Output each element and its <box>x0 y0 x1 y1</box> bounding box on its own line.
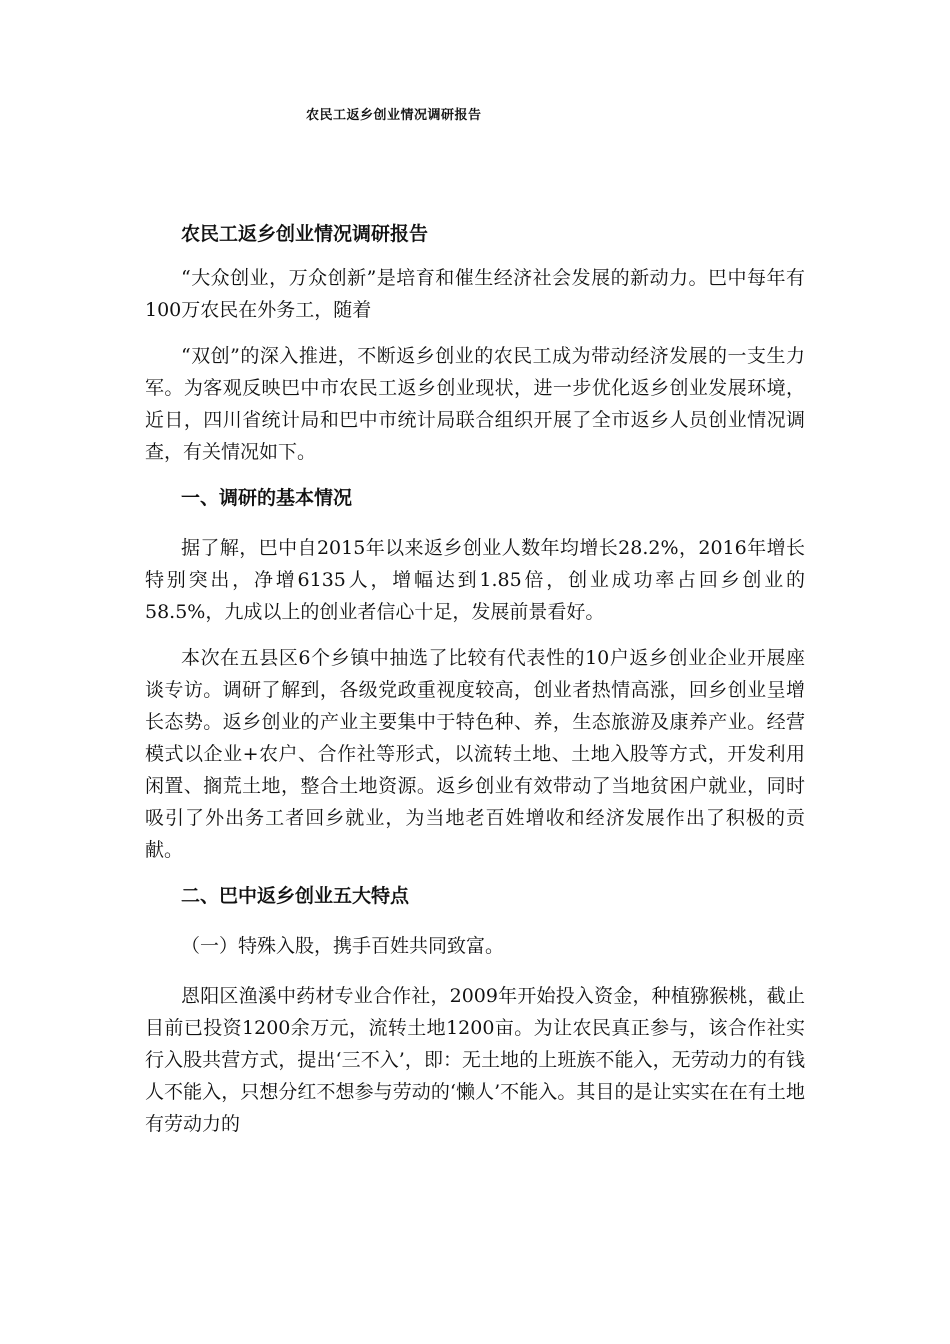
section-2-heading: 二、巴中返乡创业五大特点 <box>181 885 410 907</box>
running-header: 农民工返乡创业情况调研报告 <box>306 108 482 123</box>
intro-paragraph-2: “双创”的深入推进，不断返乡创业的农民工成为带动经济发展的一支生力军。为客观反映巴中市农民工返乡创业现状，进一步优化返乡创业发展环境，近日，四川省统计局和巴中市统计局联合组织开展了全市返乡人员创业情况调查，有关情况如下。 <box>145 345 805 463</box>
section-2-paragraph-1: 恩阳区渔溪中药材专业合作社，2009年开始投入资金，种植猕猴桃，截止目前已投资1200余万元，流转土地1200亩。为让农民真正参与，该合作社实行入股共营方式，提出‘三不入’，即：无土地的上班族不能入，无劳动力的有钱人不能入，只想分红不想参与劳动的‘懒人’不能入。其目的是让实实在在有土地有劳动力的 <box>145 985 805 1135</box>
document-body <box>145 218 805 1154</box>
section-1-paragraph-1: 据了解，巴中自2015年以来返乡创业人数年均增长28.2%，2016年增长特别突出，净增6135人，增幅达到1.85倍，创业成功率占回乡创业的58.5%，九成以上的创业者信心十足，发展前景看好。 <box>145 537 805 623</box>
intro-paragraph-1: “大众创业，万众创新”是培育和催生经济社会发展的新动力。巴中每年有100万农民在外务工，随着 <box>145 267 805 321</box>
section-2-subheading-1: （一）特殊入股，携手百姓共同致富。 <box>181 935 505 957</box>
section-1-heading: 一、调研的基本情况 <box>181 487 353 509</box>
section-1-paragraph-2: 本次在五县区6个乡镇中抽选了比较有代表性的10户返乡创业企业开展座谈专访。调研了解到，各级党政重视度较高，创业者热情高涨，回乡创业呈增长态势。返乡创业的产业主要集中于特色种、养，生态旅游及康养产业。经营模式以企业+农户、合作社等形式，以流转土地、土地入股等方式，开发利用闲置、搁荒土地，整合土地资源。返乡创业有效带动了当地贫困户就业，同时吸引了外出务工者回乡就业，为当地老百姓增收和经济发展作出了积极的贡献。 <box>145 647 805 861</box>
document-title: 农民工返乡创业情况调研报告 <box>181 223 429 245</box>
